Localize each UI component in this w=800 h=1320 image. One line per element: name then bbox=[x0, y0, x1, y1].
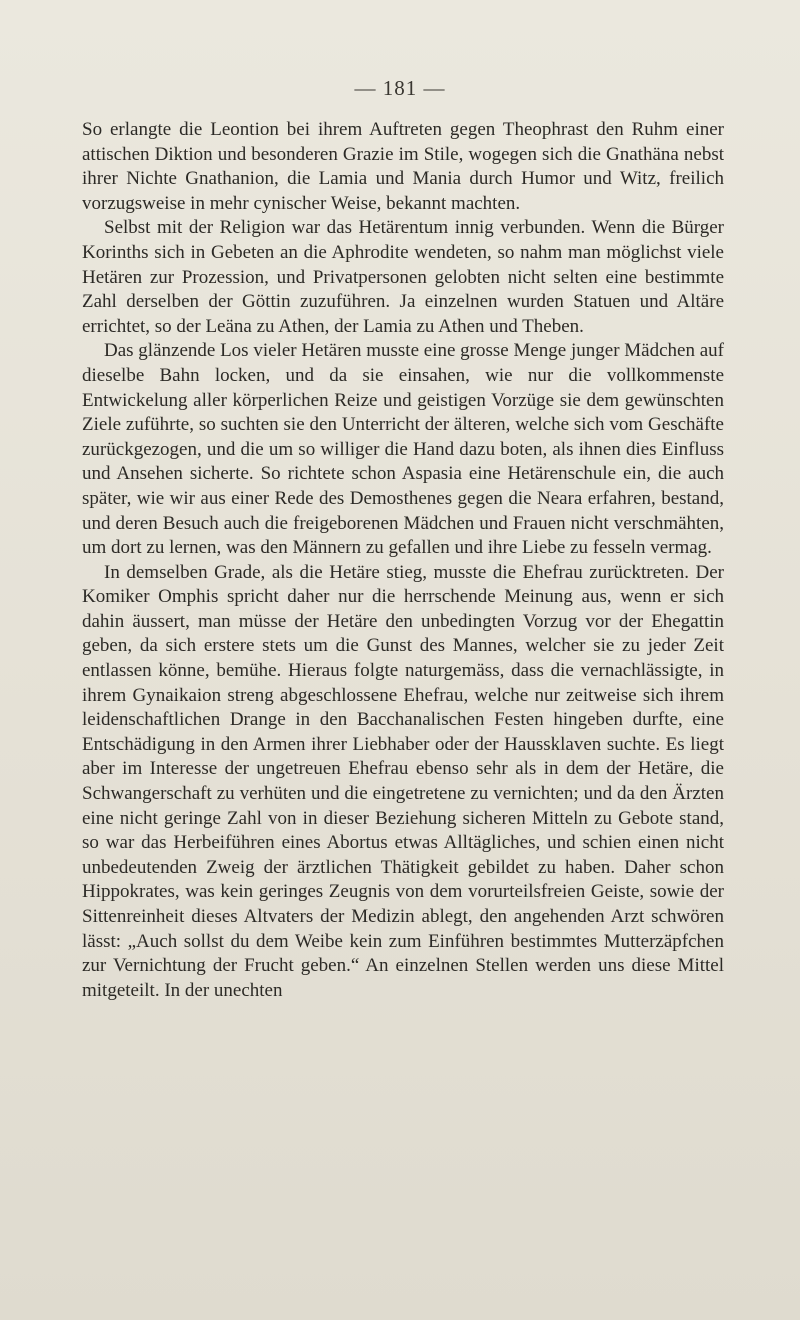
paragraph-ehefrau: In demselben Grade, als die Hetäre stieg, musste die Ehefrau zurücktreten. Der Komiker Omphis spricht daher nur die herrschende Meinung aus, wenn er sich dahin äussert, man müsse der Hetäre den unbedingten Vorzug vor der Ehegattin geben, da sich erstere stets um die Gunst des Mannes, welcher sie zu jeder Zeit entlassen könne, bemühe. Hieraus folgte naturgemäss, dass die vernachlässigte, in ihrem Gynaikaion streng abgeschlossene Ehefrau, welche nur zeitweise sich ihrem leidenschaftlichen Drange in den Bacchanalischen Festen hingeben durfte, eine Entschädigung in den Armen ihrer Liebhaber oder der Haussklaven suchte. Es liegt aber im Interesse der ungetreuen Ehefrau ebenso sehr als in dem der Hetäre, die Schwangerschaft zu verhüten und die eingetretene zu vernichten; und da den Ärzten eine nicht geringe Zahl von in dieser Beziehung sicheren Mitteln zu Gebote stand, so war das Herbeiführen eines Abortus etwas Alltägliches, und schien einen nicht unbedeutenden Zweig der ärztlichen Thätigkeit gebildet zu haben. Daher schon Hippokrates, was kein geringes Zeugnis von dem vorurteilsfreien Geiste, sowie der Sittenreinheit dieses Altvaters der Medizin ablegt, den angehenden Arzt schwören lässt: „Auch sollst du dem Weibe kein zum Einführen bestimmtes Mutterzäpfchen zur Vernichtung der Frucht geben.“ An einzelnen Stellen werden uns diese Mittel mitgeteilt. In der unechten bbox=[82, 561, 724, 1001]
paragraph-religion: Selbst mit der Religion war das Hetärentum innig verbunden. Wenn die Bürger Korinths sich in Gebeten an die Aphrodite wendeten, so nahm man möglichst viele Hetären zur Prozession, und Privatpersonen gelobten nicht selten eine bestimmte Zahl derselben der Göttin zuzuführen. Ja einzelnen wurden Statuen und Altäre errichtet, so der Leäna zu Athen, der Lamia zu Athen und Theben. bbox=[82, 217, 724, 337]
paragraph-leontion: So erlangte die Leontion bei ihrem Auftreten gegen Theophrast den Ruhm einer attischen Diktion und besonderen Grazie im Stile, wogegen sich die Gnathäna nebst ihrer Nichte Gnathanion, die Lamia und Mania durch Humor und Witz, freilich vorzugsweise in mehr cynischer Weise, bekannt machten. bbox=[82, 119, 724, 214]
body-text bbox=[82, 118, 724, 1003]
page-number: — 181 — bbox=[354, 76, 446, 100]
paragraph-hetaerenschule: Das glänzende Los vieler Hetären musste eine grosse Menge junger Mädchen auf dieselbe Bahn locken, und da sie einsahen, wie nur die vollkommenste Entwickelung aller körperlichen Reize und geistigen Vorzüge sie dem gewünschten Ziele zuführte, so suchten sie den Unterricht der älteren, welche sich vom Geschäfte zurückgezogen, und die um so williger die Hand dazu boten, als ihnen dies Einfluss und Ansehen sicherte. So richtete schon Aspasia eine Hetärenschule ein, die auch später, wie wir aus einer Rede des Demosthenes gegen die Neara erfahren, bestand, und deren Besuch auch die freigeborenen Mädchen und Frauen nicht verschmähten, um dort zu lernen, was den Männern zu gefallen und ihre Liebe zu fesseln vermag. bbox=[82, 340, 724, 559]
